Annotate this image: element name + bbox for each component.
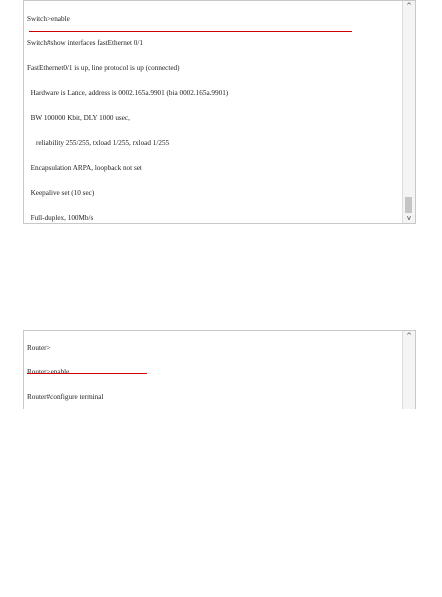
terminal-line: Encapsulation ARPA, loopback not set: [27, 163, 142, 172]
scroll-down-arrow-icon[interactable]: v: [406, 214, 412, 222]
terminal-line: Router>: [27, 343, 51, 352]
switch-terminal-window: [23, 0, 416, 224]
terminal-line: Switch#show interfaces fastEthernet 0/1: [27, 39, 143, 48]
terminal-line: Switch>enable: [27, 14, 70, 23]
terminal-line: Router#configure terminal: [27, 393, 104, 402]
highlight-underline: [27, 373, 147, 374]
vertical-scrollbar[interactable]: [402, 331, 415, 409]
router-terminal-window: [23, 330, 416, 409]
terminal-line: reliability 255/255, txload 1/255, rxload 1/255: [27, 139, 170, 148]
scroll-up-arrow-icon[interactable]: ^: [406, 332, 412, 340]
terminal-line: FastEthernet0/1 is up, line protocol is up (connected): [27, 64, 180, 73]
terminal-line: Full-duplex, 100Mb/s: [27, 213, 94, 222]
router-terminal-output: [27, 330, 402, 409]
scroll-up-arrow-icon[interactable]: ^: [406, 2, 412, 10]
terminal-line: Keepalive set (10 sec): [27, 188, 95, 197]
terminal-line-hardware-highlighted: Hardware is Lance, address is 0002.165a.9901 (bia 0002.165a.9901): [27, 89, 229, 98]
highlight-underline: [29, 31, 352, 32]
vertical-scrollbar[interactable]: [402, 1, 415, 223]
switch-terminal-output: [27, 0, 402, 223]
terminal-line: BW 100000 Kbit, DLY 1000 usec,: [27, 114, 130, 123]
scrollbar-thumb[interactable]: [405, 197, 412, 213]
